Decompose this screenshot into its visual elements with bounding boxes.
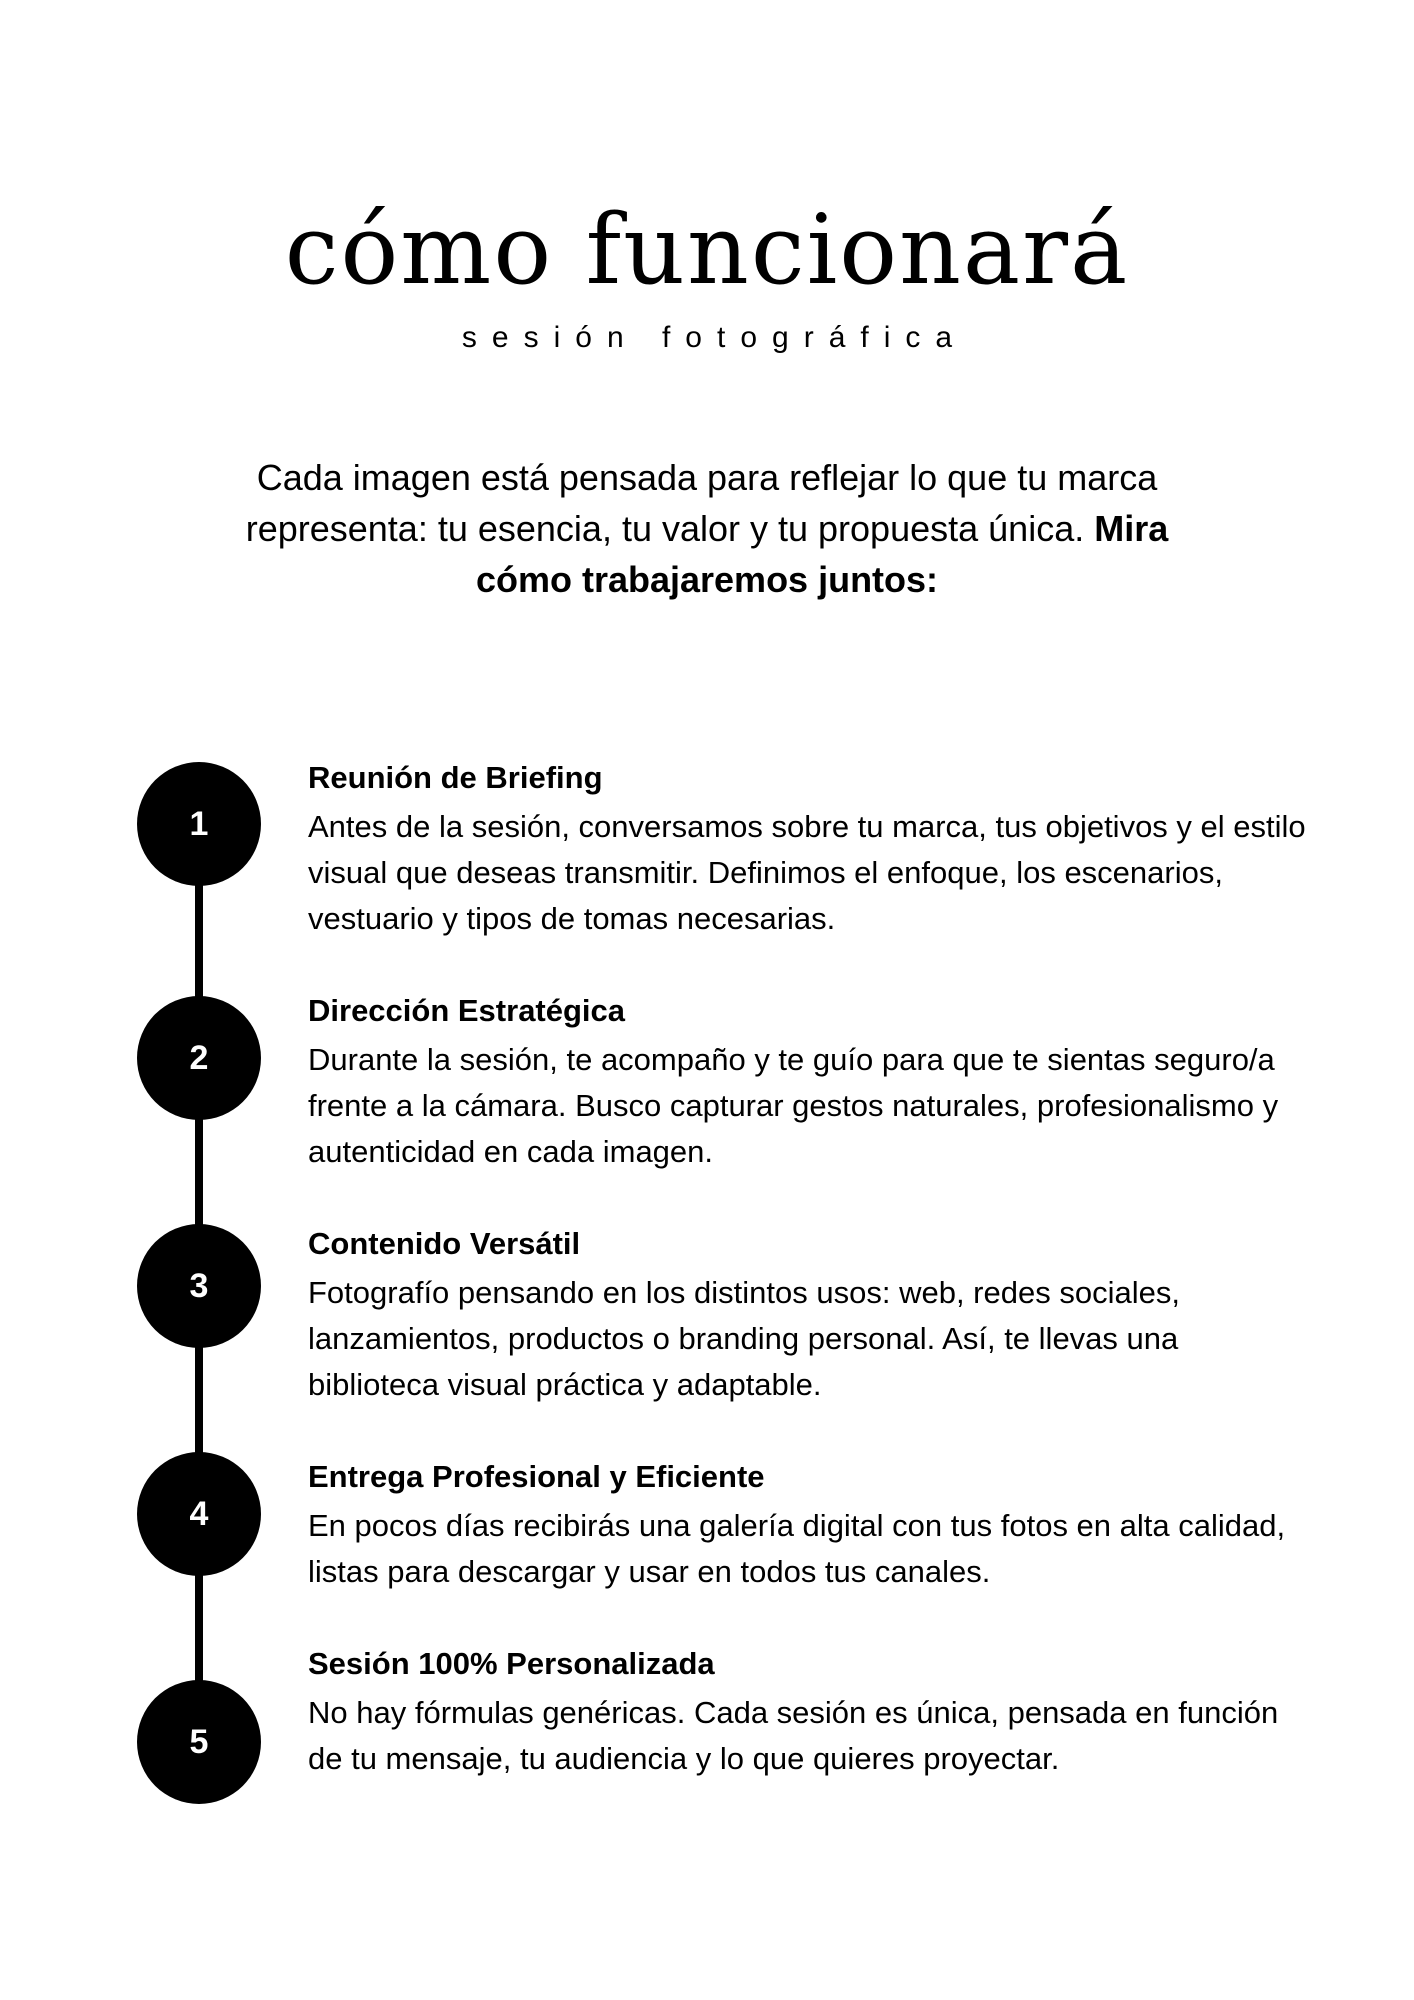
step-title: Dirección Estratégica (308, 993, 626, 1028)
step-number-2: 2 (137, 996, 261, 1120)
step-description: Fotografío pensando en los distintos usos: web, redes sociales, lanzamientos, productos o branding personal. Así, te llevas una biblioteca visual práctica y adaptable. (308, 1275, 1180, 1402)
step-description: Durante la sesión, te acompaño y te guío para que te sientas seguro/a frente a la cámara. Busco capturar gestos naturales, profesionalismo y autenticidad en cada imagen. (308, 1042, 1279, 1169)
step-3 (308, 1224, 1308, 1408)
step-description: Antes de la sesión, conversamos sobre tu marca, tus objetivos y el estilo visual que deseas transmitir. Definimos el enfoque, los escenarios, vestuario y tipos de tomas necesarias. (308, 809, 1306, 936)
step-description: En pocos días recibirás una galería digital con tus fotos en alta calidad, listas para descargar y usar en todos tus canales. (308, 1508, 1286, 1589)
step-5 (308, 1644, 1308, 1782)
step-4 (308, 1457, 1308, 1595)
step-number-3: 3 (137, 1224, 261, 1348)
step-title: Reunión de Briefing (308, 760, 603, 795)
step-title: Contenido Versátil (308, 1226, 581, 1261)
step-number-4: 4 (137, 1452, 261, 1576)
step-title: Sesión 100% Personalizada (308, 1646, 715, 1681)
page-title: cómo funcionará (284, 194, 1130, 306)
step-title: Entrega Profesional y Eficiente (308, 1459, 765, 1494)
intro-paragraph (207, 452, 1207, 605)
step-description: No hay fórmulas genéricas. Cada sesión es única, pensada en función de tu mensaje, tu audiencia y lo que quieres proyectar. (308, 1695, 1279, 1776)
step-1 (308, 758, 1308, 942)
step-number-5: 5 (137, 1680, 261, 1804)
page-subtitle: sesión fotográfica (461, 321, 968, 354)
step-number-1: 1 (137, 762, 261, 886)
step-2 (308, 991, 1308, 1175)
intro-text: Cada imagen está pensada para reflejar lo que tu marca representa: tu esencia, tu valor y tu propuesta única. (245, 457, 1158, 549)
intro-emphasis: Mira cómo trabajaremos juntos: (475, 508, 1169, 600)
